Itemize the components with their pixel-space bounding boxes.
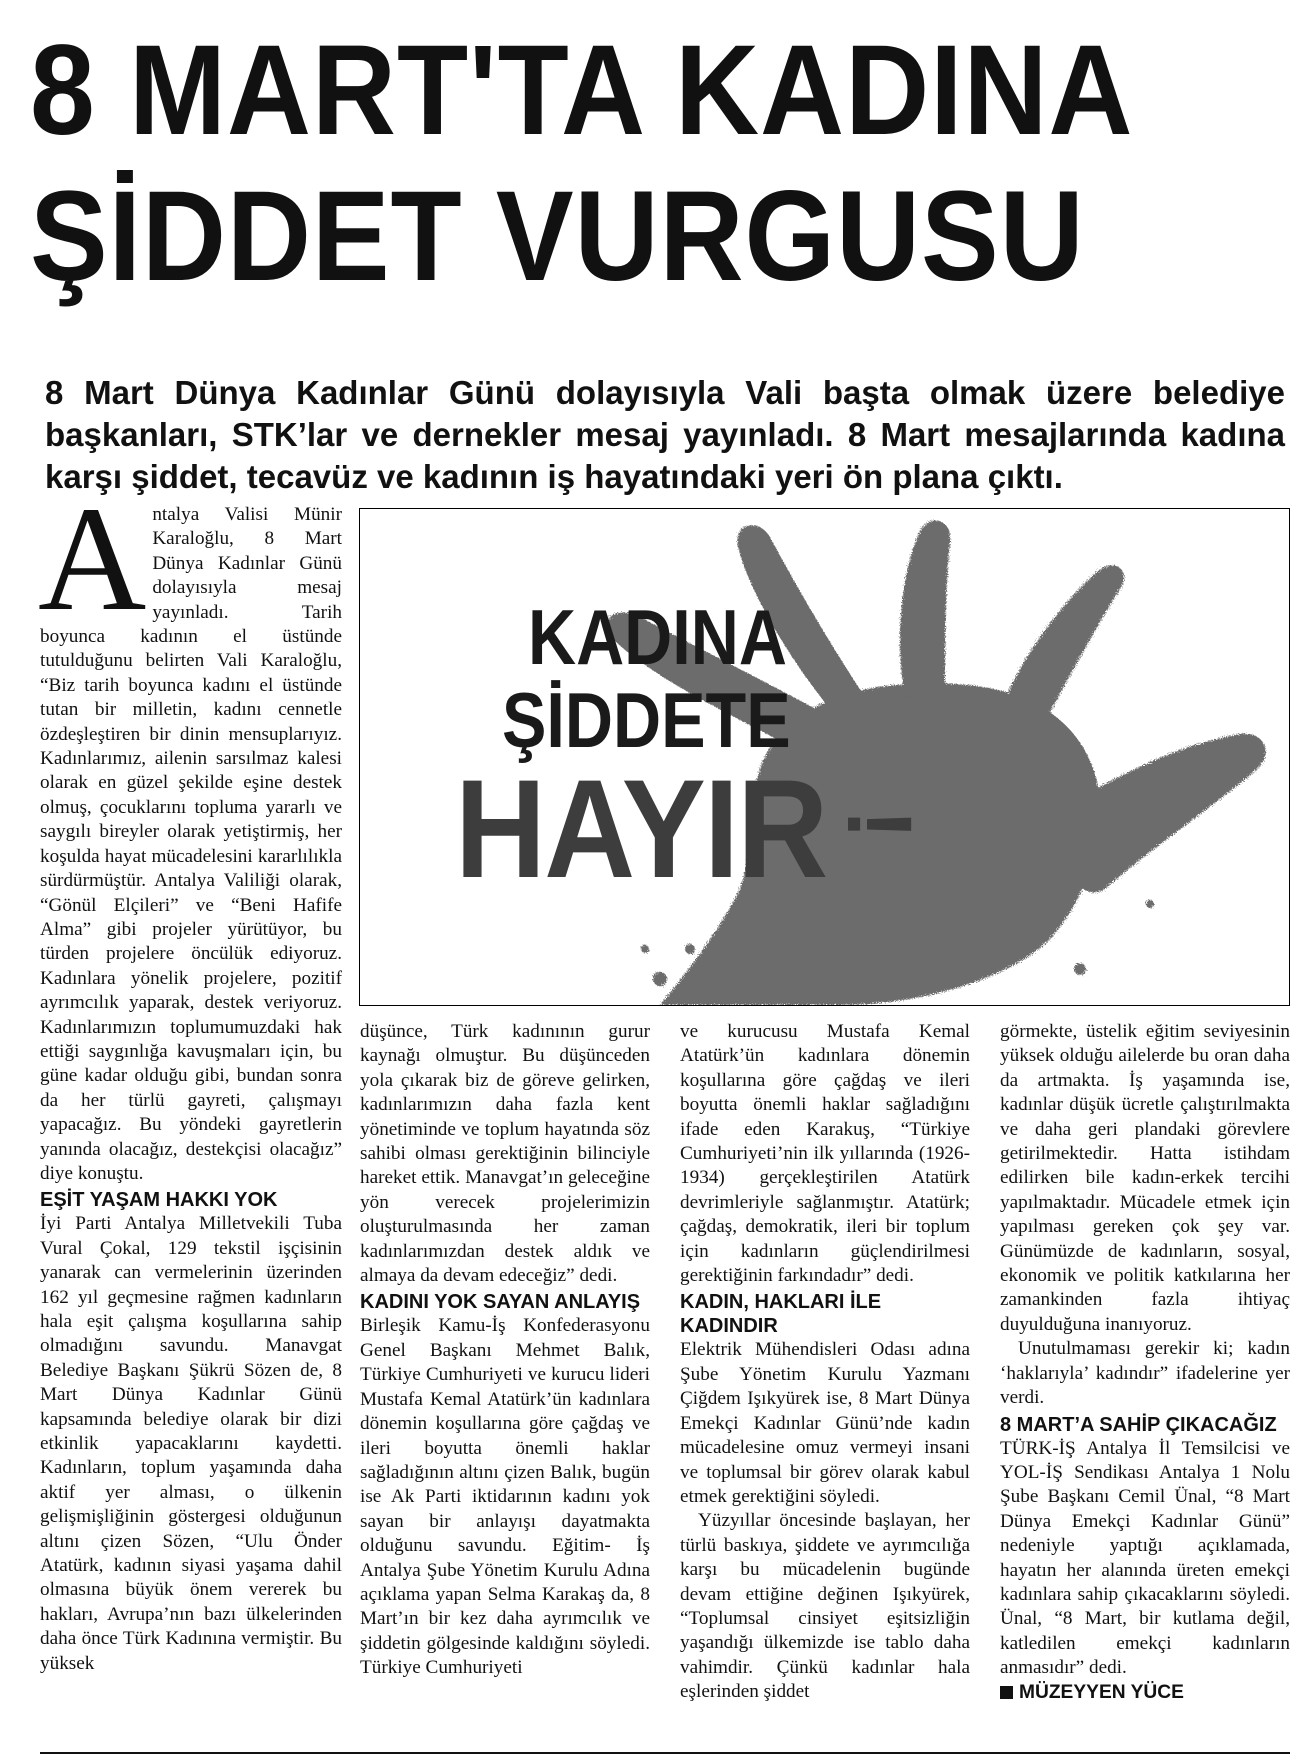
subheading-kadini-yok-sayan: KADINI YOK SAYAN ANLAYIŞ — [360, 1291, 641, 1314]
photo-kadina-siddete-hayir — [359, 508, 1290, 1006]
col1-paragraph-1: ntalya Valisi Münir Karaloğlu, 8 Mart Dünya Kadınlar Günü dolayısıyla mesaj yayınladı. Tarih boyunca kadının el üstünde tutulduğunu belirten Vali Karaloğlu, “Biz tarih boyunca kadını el üstünde tutan bir milletin, kadını cennetle özdeşleştiren bir dinin mensuplarıyız. Kadınlarımız, ailenin sarsılmaz kalesi olarak en güzel şekilde eşine destek olmuş, çocuklarını topluma yararlı ve saygılı bireyler olarak yetiştirmiş, her koşulda hayat mücadelesini kararlılıkla sürdürmüştür. Antalya Valiliği olarak, “Gönül Elçileri” ve “Beni Hafife Alma” gibi projeler yürütüyor, bu türden projelere öncülük ediyoruz. Kadınlara yönelik projelere, pozitif ayrımcılık yaparak, destek veriyoruz. Kadınlarımızın toplumumuzdaki hak ettiği saygınlığa kavuşmaları için, bu güne kadar olduğu gibi, bundan sonra da her türlü gayreti, çalışmayı yapacağız. Bu yöndeki gayretlerin yanında olacağız, destekçisi olacağız” diye konuştu. — [40, 504, 342, 1184]
drop-cap: A — [38, 476, 147, 642]
col3-paragraph-1: ve kurucusu Mustafa Kemal Atatürk’ün kadınlara dönemin koşullarına göre çağdaş ve ileri boyutta önemli haklar sağladığını ifade eden Karakuş, “Türkiye Cumhuriyeti’nin ilk yıllarında (1926- 1934) gerçekleştirilen Atatürk devrimleriyle sağlanmıştır. Atatürk; çağdaş, demokratik, ileri bir toplum için kadınların güçlendirilmesi gerektiğinin farkındadır” dedi. — [680, 1021, 970, 1287]
subheading-kadin-haklari: KADIN, HAKLARI İLE KADINDIR — [680, 1291, 882, 1338]
col1-paragraph-2: İyi Parti Antalya Milletvekili Tuba Vural Çokal, 129 tekstil işçisinin yanarak can vermelerinin üzerinden 162 yıl geçmesine rağmen kadınların hala eşit çalışma koşullarına sahip olmadığını savundu. Manavgat Belediye Başkanı Şükrü Sözen de, 8 Mart Dünya Kadınlar Günü kapsamında belediye olarak bir dizi etkinlik yapacaklarını kaydetti. Kadınların, toplum yaşamında daha aktif yer alması, o ülkenin gelişmişliğinin göstergesi olduğunun altını çizen Sözen, “Ulu Önder Atatürk, kadının siyasi yaşama dahil olmasına büyük önem vererek bu hakları, Avrupa’nın bazı ülkelerinden daha önce Türk Kadınına vermiştir. Bu yüksek — [40, 1213, 342, 1674]
article-column-1 — [38, 476, 342, 1676]
col2-paragraph-2: Birleşik Kamu-İş Konfederasyonu Genel Başkanı Mehmet Balık, Türkiye Cumhuriyeti ve kurucu lideri Mustafa Kemal Atatürk’ün kadınlara dönemin koşullarına göre çağdaş ve ileri boyutta önemli haklar sağladığının altını çizen Balık, bugün ise Ak Parti iktidarının kadını yok sayan bir anlayışı dayatmakta olduğunu savundu. Eğitim- İş Antalya Şube Yönetim Kurulu Adına açıklama yapan Selma Karakaş da, 8 Mart’ın bir kez daha ayrımcılık ve şiddetin gölgesinde kaldığını söyledi. Türkiye Cumhuriyeti — [360, 1315, 650, 1679]
headline-line-2: ŞİDDET VURGUSU — [30, 165, 1085, 308]
byline-square-icon — [1000, 1686, 1013, 1699]
headline-line-1: 8 MART'TA KADINA — [30, 19, 1134, 162]
col4-paragraph-3: TÜRK-İŞ Antalya İl Temsilcisi ve YOL-İŞ Sendikası Antalya 1 Nolu Şube Başkanı Cemil Ünal, “8 Mart Dünya Emekçi Kadınlar Günü” nedeniyle yaptığı açıklamada, hayatın her alanında üreten emekçi kadınlara sahip çıkacaklarını söyledi. Ünal, “8 Mart, bir kutlama değil, katledilen emekçi kadınların anmasıdır” dedi. — [1000, 1437, 1290, 1679]
photo-text-siddete: ŞİDDETE — [502, 677, 791, 765]
col2-paragraph-1: düşünce, Türk kadınının gurur kaynağı olmuştur. Bu düşünceden yola çıkarak biz de göreve gelirken, kadınlarımızın daha fazla kent yönetiminde ve toplum hayatında söz sahibi olması gerektiğinin bilinciyle hareket ettik. Manavgat’ın geleceğine yön verecek projelerimizin oluşturulmasında her zaman kadınlarımızdan destek aldık ve almaya da devam edeceğiz” dedi. — [360, 1021, 650, 1287]
byline-name: MÜZEYYEN YÜCE — [1019, 1681, 1184, 1703]
col4-paragraph-1: görmekte, üstelik eğitim seviyesinin yüksek olduğu ailelerde bu oran daha da artmakta. İş yaşamında ise, kadınlar düşük ücretle çalıştırılmakta ve daha geri plandaki görevlere getirilmektedir. Hatta istihdam edilirken bile kadın-erkek tercihi yapılmaktadır. Mücadele etmek için yapılması gereken çok şey var. Günümüzde de kadınların, sosyal, ekonomik ve politik katkılarına her zamankinden fazla ihtiyaç duyulduğuna inanıyoruz. — [1000, 1021, 1290, 1335]
col3-paragraph-2: Elektrik Mühendisleri Odası adına Şube Yönetim Kurulu Yazmanı Çiğdem Işıkyürek ise, 8 Mart Dünya Emekçi Kadınlar Günü’nde kadın mücadelesine omuz vermeyi insani ve toplumsal bir görev olarak kabul etmek gerektiğini söyledi. — [680, 1339, 970, 1507]
col4-paragraph-2: Unutulmaması gerekir ki; kadın ‘haklarıyla’ kadındır” ifadelerine yer verdi. — [1000, 1338, 1290, 1409]
deck: 8 Mart Dünya Kadınlar Günü dolayısıyla Vali başta olmak üzere belediye başkanları, STK’lar ve dernekler mesaj yayınladı. 8 Mart mesajlarında kadına karşı şiddet, tecavüz ve kadının iş hayatındaki yeri ön plana çıktı. — [45, 374, 1285, 495]
bottom-rule — [40, 1752, 1290, 1754]
headline — [30, 18, 1168, 310]
col3-paragraph-3: Yüzyıllar öncesinde başlayan, her türlü baskıya, şiddete ve ayrımcılığa karşı bu mücadelenin bugünde devam ettiğine değinen Işıkyürek, “Toplumsal cinsiyet eşitsizliğin yaşandığı ülkemizde ise tablo daha vahimdir. Çünkü kadınlar hala eşlerinden şiddet — [680, 1510, 970, 1703]
photo-text-hayir: HAYIR — [455, 750, 827, 908]
hand-print-icon — [360, 509, 1289, 1005]
byline — [1000, 1681, 1290, 1705]
photo-text-exclamation: ! — [828, 809, 930, 840]
article-column-2 — [360, 1020, 650, 1681]
subheading-esit-yasam: EŞİT YAŞAM HAKKI YOK — [40, 1189, 278, 1212]
article-column-3 — [680, 1020, 970, 1705]
photo-text-kadina: KADINA — [528, 594, 787, 682]
subheading-8-marta-sahip: 8 MART’A SAHİP ÇIKACAĞIZ — [1000, 1413, 1277, 1436]
article-column-4 — [1000, 1020, 1290, 1705]
